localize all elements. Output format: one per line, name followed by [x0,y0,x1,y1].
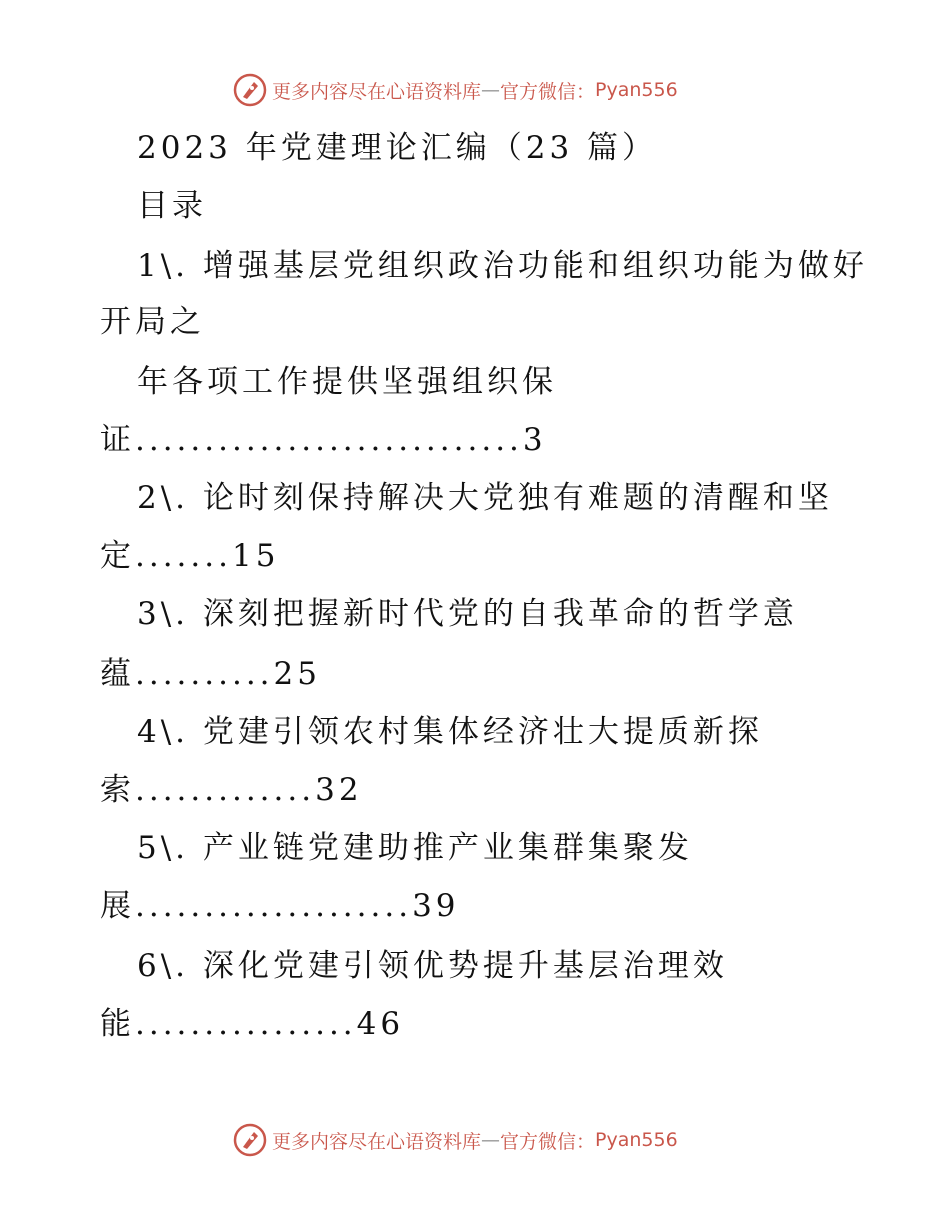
toc-entry-2-line-2: 定.......15 [100,538,280,574]
toc-entry-4-line-2: 索.............32 [100,772,363,808]
toc-entry-1-line-4: 证............................3 [100,422,547,458]
watermark-contact-id: Pyan556 [595,79,678,101]
watermark-site-text: 更多内容尽在心语资料库 [272,80,482,103]
watermark-contact-label: 官方微信： [500,1130,596,1153]
toc-entry-3-line-1: 3\. 深刻把握新时代党的自我革命的哲学意 [137,596,798,632]
toc-entry-3-line-2: 蕴..........25 [100,656,321,692]
watermark-contact-id: Pyan556 [595,1129,678,1151]
watermark-separator: — [481,79,501,101]
watermark-site-text: 更多内容尽在心语资料库 [272,1130,482,1153]
toc-entry-1-line-2: 开局之 [100,304,205,340]
pen-nib-icon [232,72,268,108]
toc-entry-1-line-3: 年各项工作提供坚强组织保 [137,364,557,400]
toc-entry-2-line-1: 2\. 论时刻保持解决大党独有难题的清醒和坚 [137,480,833,516]
toc-entry-5-line-2: 展....................39 [100,888,460,924]
pen-nib-icon [232,1122,268,1158]
toc-entry-6-line-2: 能................46 [100,1006,405,1042]
watermark-contact-label: 官方微信： [500,80,596,103]
header-watermark [232,70,678,110]
toc-entry-1-line-1: 1\. 增强基层党组织政治功能和组织功能为做好 [137,248,868,284]
toc-entry-5-line-1: 5\. 产业链党建助推产业集群集聚发 [137,830,693,866]
watermark-separator: — [481,1129,501,1151]
toc-entry-4-line-1: 4\. 党建引领农村集体经济壮大提质新探 [137,714,763,750]
document-title: 2023 年党建理论汇编（23 篇） [137,130,658,166]
toc-entry-6-line-1: 6\. 深化党建引领优势提升基层治理效 [137,948,728,984]
toc-heading: 目录 [137,188,207,224]
footer-watermark [232,1120,678,1160]
